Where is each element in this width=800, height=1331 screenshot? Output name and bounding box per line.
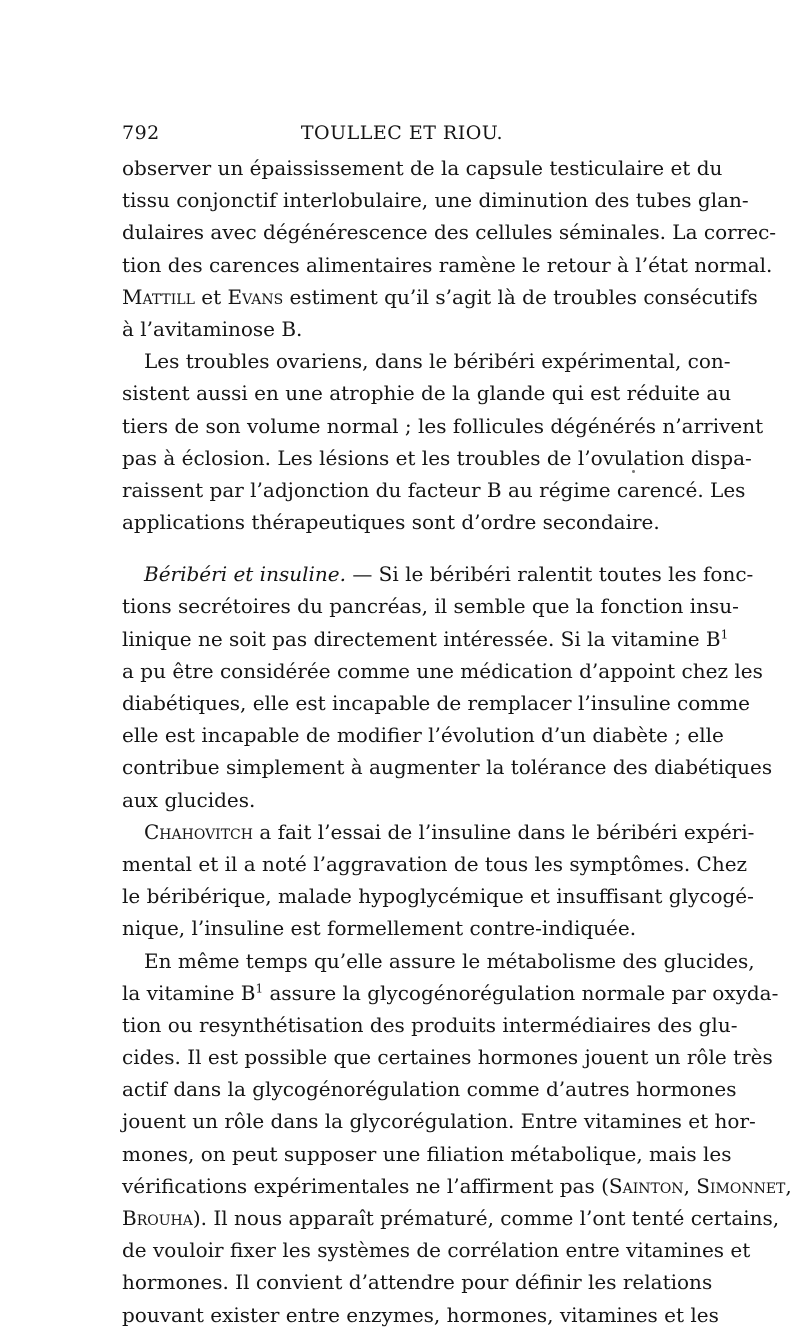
text-fragment: ). Il nous apparaît prématuré, comme l’ont tenté certains, xyxy=(192,1206,780,1230)
text-line: aux glucides. xyxy=(122,787,256,812)
text-line: applications thérapeutiques sont d’ordre secondaire. xyxy=(122,510,660,535)
text-line: jouent un rôle dans la glycorégulation. Entre vitamines et hor- xyxy=(122,1109,756,1134)
text-line: cides. Il est possible que certaines hormones jouent un rôle très xyxy=(122,1045,773,1070)
author-name: Brouha xyxy=(122,1206,193,1230)
text-line: hormones. Il convient d’attendre pour définir les relations xyxy=(122,1270,713,1295)
text-fragment: , xyxy=(683,1173,697,1198)
text-line: tion des carences alimentaires ramène le retour à l’état normal. xyxy=(122,252,773,277)
text-line: tions secrétoires du pancréas, il semble que la fonction insu- xyxy=(122,594,739,619)
text-line: En même temps qu’elle assure le métabolisme des glucides, xyxy=(144,948,755,973)
text-line: mental et il a noté l’aggravation de tous les symptômes. Chez xyxy=(122,851,748,876)
text-line xyxy=(122,558,754,590)
author-name: Simonnet xyxy=(696,1173,786,1198)
text-line: tion ou resynthétisation des produits intermédiaires des glu- xyxy=(122,1012,738,1037)
author-name: Evans xyxy=(227,284,284,309)
text-line: le béribérique, malade hypoglycémique et insuffisant glycogé- xyxy=(122,884,754,909)
text-line: pouvant exister entre enzymes, hormones, vitamines et les xyxy=(122,1302,719,1327)
text-line: sistent aussi en une atrophie de la glande qui est réduite au xyxy=(122,381,732,406)
text-line: actif dans la glycogénorégulation comme d’autres hormones xyxy=(122,1077,737,1102)
text-line: contribue simplement à augmenter la tolérance des diabétiques xyxy=(122,755,773,780)
text-line xyxy=(122,1202,780,1234)
section-heading: Béribéri et insuline. xyxy=(144,562,346,587)
text-fragment: estiment qu’il s’agit là de troubles consécutifs xyxy=(283,284,758,309)
text-line: observer un épaississement de la capsule testiculaire et du xyxy=(122,156,723,180)
superscript: 1 xyxy=(255,981,264,996)
running-title: TOULLEC ET RIOU. xyxy=(300,122,504,144)
text-line xyxy=(122,281,758,313)
text-line xyxy=(122,816,755,848)
text-line: a pu être considérée comme une médication d’appoint chez les xyxy=(122,658,763,683)
text-fragment: la vitamine B xyxy=(122,980,256,1005)
running-header xyxy=(122,118,682,148)
text-line: de vouloir fixer les systèmes de corrélation entre vitamines et xyxy=(122,1238,751,1263)
text-fragment: linique ne soit pas directement intéressée. Si la vitamine B xyxy=(122,626,721,651)
text-line: nique, l’insuline est formellement contre-indiquée. xyxy=(122,916,637,941)
text-line: Les troubles ovariens, dans le béribéri expérimental, con- xyxy=(144,349,731,374)
text-line: raissent par l’adjonction du facteur B au régime carencé. Les xyxy=(122,477,746,502)
author-name: Sainton xyxy=(608,1173,684,1198)
text-fragment: — Si le béribéri ralentit toutes les fonc- xyxy=(345,562,754,587)
section-gap xyxy=(122,538,684,558)
author-name: Mattill xyxy=(122,284,195,309)
author-name: Chahovitch xyxy=(144,819,253,844)
text-fragment: assure la glycogénorégulation normale par oxyda- xyxy=(263,980,779,1005)
superscript: 1 xyxy=(720,626,729,641)
text-line: mones, on peut supposer une filiation métabolique, mais les xyxy=(122,1141,732,1166)
text-line: tiers de son volume normal ; les follicules dégénérés n’arrivent xyxy=(122,413,764,438)
text-line: diabétiques, elle est incapable de remplacer l’insuline comme xyxy=(122,691,751,715)
text-line xyxy=(122,623,729,655)
text-line xyxy=(122,1170,792,1202)
text-line: pas à éclosion. Les lésions et les troubles de l’ovulation dispa- xyxy=(122,445,752,470)
text-line: tissu conjonctif interlobulaire, une diminution des tubes glan- xyxy=(122,188,749,213)
text-line xyxy=(122,977,779,1009)
text-line: dulaires avec dégénérescence des cellules séminales. La correc- xyxy=(122,220,777,245)
text-fragment: et xyxy=(194,284,228,309)
text-fragment: , xyxy=(785,1173,792,1198)
page-number: 792 xyxy=(122,122,160,144)
text-line: à l’avitaminose B. xyxy=(122,316,303,341)
text-fragment: vérifications expérimentales ne l’affirment pas ( xyxy=(122,1173,609,1198)
text-fragment: a fait l’essai de l’insuline dans le béribéri expéri- xyxy=(252,819,755,844)
body-text xyxy=(122,152,792,1331)
text-line: elle est incapable de modifier l’évolution d’un diabète ; elle xyxy=(122,723,724,748)
